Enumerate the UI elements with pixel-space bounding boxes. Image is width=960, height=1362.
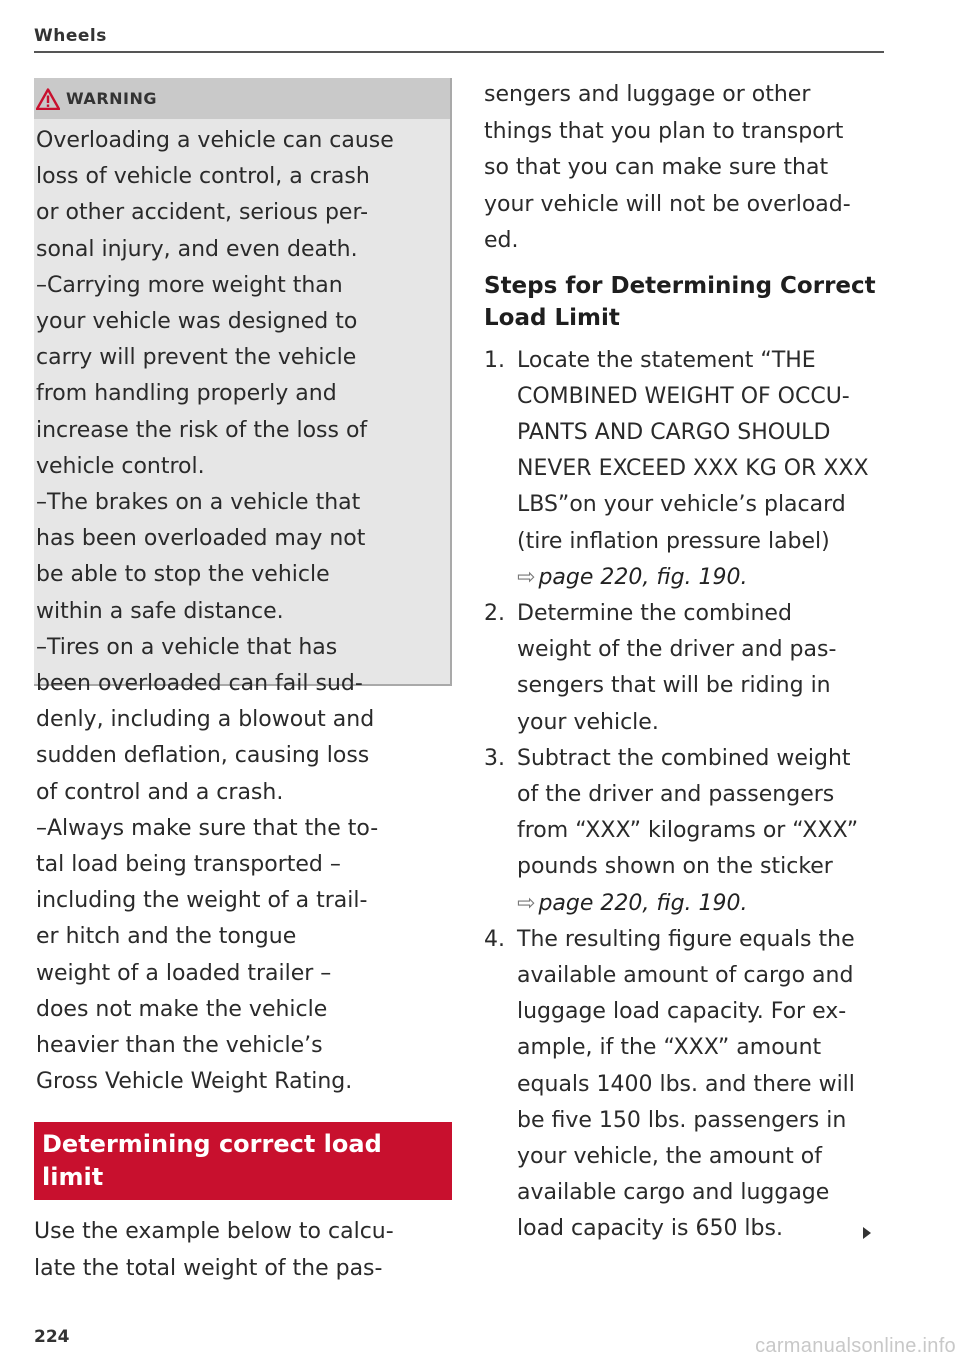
intro-continued: sengers and luggage or other things that you plan to transport so that you can make sure that your vehicle will not be overload- ed. (484, 82, 851, 253)
warning-line: or other accident, serious per- (36, 200, 369, 226)
step-item: 3. Subtract the combined weight of the driver and passengers from “XXX” kilograms or “XXX” pounds shown on the sticker ⇨ page 220, fig. 190. (484, 741, 884, 922)
steps-subheading: Steps for Determining Correct Load Limit (484, 272, 876, 331)
running-header: Wheels (34, 26, 107, 46)
section-intro: Use the example below to calcu- late the total weight of the pas- (34, 1219, 394, 1281)
warning-line: sonal injury, and even death. (36, 236, 358, 262)
section-heading: Determining correct load limit (34, 1122, 452, 1200)
watermark: carmanualsonline.info (755, 1335, 956, 1357)
step-number: 4. (484, 926, 505, 952)
continue-arrow-icon (863, 1227, 871, 1239)
step-item: 4. The resulting figure equals the available amount of cargo and luggage load capacity. For ex- ample, if the “XXX” amount equals 1400 lbs. and there will be five 150 lbs. passengers in your vehicle, the amount of available cargo and luggage load capacity is 650 lbs. (484, 922, 884, 1248)
header-rule (34, 51, 884, 53)
page-number: 224 (34, 1327, 70, 1347)
page-reference-link[interactable]: ⇨ page 220, fig. 190. (517, 890, 748, 916)
warning-text (34, 119, 450, 1100)
warning-bullet: –Carrying more weight than your vehicle was designed to carry will prevent the vehicle from handling properly and increase the risk of the loss of vehicle control. (36, 272, 368, 479)
warning-line: Overloading a vehicle can cause (36, 128, 394, 153)
right-column (484, 77, 884, 1248)
step-item: 1. Locate the statement “THE COMBINED WEIGHT OF OCCU- PANTS AND CARGO SHOULD NEVER EXCEED XXX KG OR XXX LBS”on your vehicle’s placard (tire inflation pressure label) ⇨ page 220, fig. 190. (484, 343, 884, 596)
step-number: 2. (484, 600, 505, 626)
warning-bullet: –The brakes on a vehicle that has been overloaded may not be able to stop the vehicle within a safe distance. (36, 490, 366, 624)
warning-header (34, 78, 450, 119)
warning-bullet: –Always make sure that the to- tal load being transported – including the weight of a trail- er hitch and the tongue weight of a loaded trailer – does not make the vehicle heavier than the vehicle’s Gross Vehicle Weight Rating. (36, 815, 379, 1095)
warning-bullet: –Tires on a vehicle that has been overloaded can fail sud- denly, including a blowout and sudden deflation, causing loss of control and a crash. (36, 634, 375, 805)
step-item: 2. Determine the combined weight of the driver and pas- sengers that will be riding in your vehicle. (484, 596, 884, 741)
warning-box (34, 78, 452, 1095)
warning-triangle-icon (36, 88, 60, 110)
step-number: 3. (484, 745, 505, 771)
reference-arrow-icon: ⇨ (517, 890, 536, 916)
warning-line: loss of vehicle control, a crash (36, 164, 370, 190)
page-reference-link[interactable]: ⇨ page 220, fig. 190. (517, 564, 748, 590)
reference-arrow-icon: ⇨ (517, 564, 536, 590)
warning-label: WARNING (66, 89, 157, 108)
step-number: 1. (484, 347, 505, 373)
steps-list (484, 343, 884, 1248)
